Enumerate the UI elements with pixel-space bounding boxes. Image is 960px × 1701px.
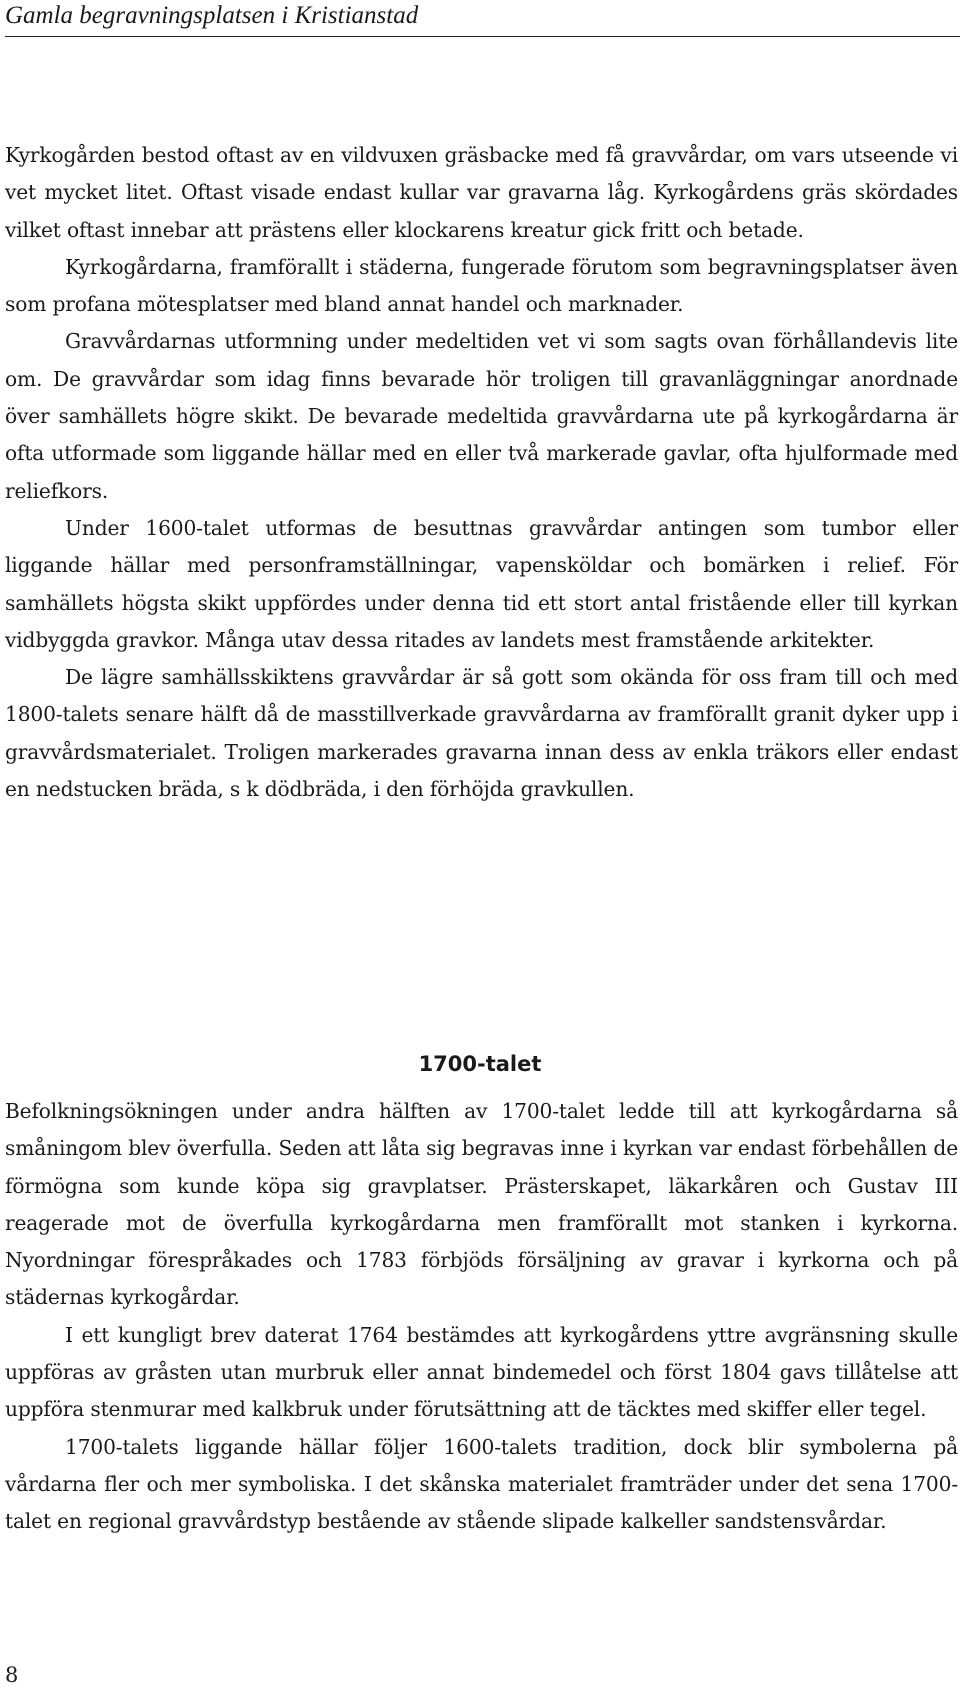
running-header-title: Gamla begravningsplatsen i Kristianstad [5, 2, 419, 29]
section-medieval-text [5, 137, 958, 808]
paragraph: Under 1600-talet utformas de besuttnas gravvårdar antingen som tumbor eller liggande hällar med personframställningar, vapensköldar och bomärken i relief. För samhällets högsta skikt uppfördes under denna tid ett stort antal fristående eller till kyrkan vidbyggda gravkor. Många utav dessa ritades av landets mest framstående arkitekter. [5, 515, 958, 652]
paragraph: Gravvårdarnas utformning under medeltiden vet vi som sagts ovan förhållandevis lite om. De gravvårdar som idag finns bevarade hör troligen till gravanläggningar anordnade över samhällets högre skikt. De bevarade medeltida gravvårdarna ute på kyrkogårdarna är ofta utformade som liggande hällar med en eller två markerade gavlar, ofta hjulformade med reliefkors. [5, 329, 958, 503]
paragraph: Kyrkogården bestod oftast av en vildvuxen gräsbacke med få gravvårdar, om vars utseende vi vet mycket litet. Oftast visade endast kullar var gravarna låg. Kyrkogårdens gräs skördades vilket oftast innebar att prästens eller klockarens kreatur gick fritt och betade. [5, 143, 958, 242]
paragraph: Befolkningsökningen under andra hälften av 1700-talet ledde till att kyrkogårdarna så småningom blev överfulla. Seden att låta sig begravas inne i kyrkan var endast förbehållen de förmögna som kunde köpa sig gravplatser. Prästerskapet, läkarkåren och Gustav III reagerade mot de överfulla kyrkogårdarna men framförallt mot stanken i kyrkorna. Nyordningar förespråkades och 1783 förbjöds försäljning av gravar i kyrkorna och på städernas kyrkogårdar. [5, 1099, 958, 1310]
paragraph: De lägre samhällsskiktens gravvårdar är så gott som okända för oss fram till och med 1800-talets senare hälft då de masstillverkade gravvårdarna av framförallt granit dyker upp i gravvårdsmaterialet. Troligen markerades gravarna innan dess av enkla träkors eller endast en nedstucken bräda, s k dödbräda, i den förhöjda gravkullen. [5, 665, 958, 802]
page-number: 8 [5, 1663, 19, 1687]
section-1700s-text [5, 1093, 958, 1541]
section-heading: 1700-talet [418, 1052, 542, 1076]
paragraph: Kyrkogårdarna, framförallt i städerna, fungerade förutom som begravningsplatser även som profana mötesplatser med bland annat handel och marknader. [5, 254, 958, 317]
paragraph: I ett kungligt brev daterat 1764 bestämdes att kyrkogårdens yttre avgränsning skulle uppföras av gråsten utan murbruk eller annat bindemedel och först 1804 gavs tillåtelse att uppföra stenmurar med kalkbruk under förutsättning att de täcktes med skiffer eller tegel. [5, 1322, 958, 1422]
paragraph: 1700-talets liggande hällar följer 1600-talets tradition, dock blir symbolerna på vårdarna fler och mer symboliska. I det skånska materialet framträder under det sena 1700-talet en regional gravvårdstyp bestående av stående slipade kalkeller sandstensvårdar. [5, 1434, 958, 1534]
header-divider [5, 36, 960, 37]
